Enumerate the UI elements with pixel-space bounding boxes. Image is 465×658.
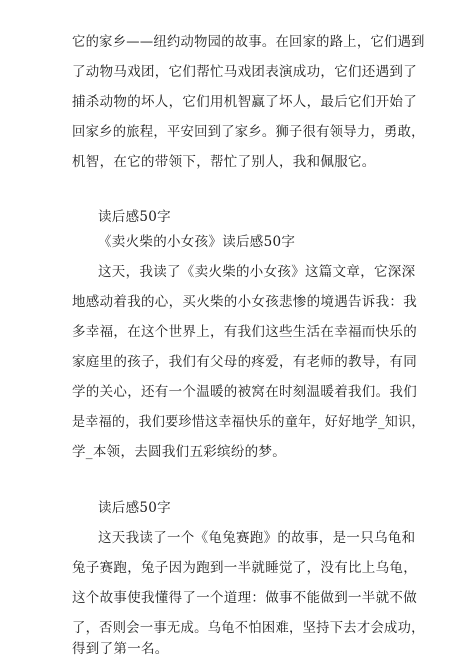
paragraph-line: 捕杀动物的坏人，它们用机智赢了坏人，最后它们开始了 xyxy=(72,94,417,110)
paragraph-line: 地感动着我的心，买火柴的小女孩悲惨的境遇告诉我：我 xyxy=(72,294,417,310)
paragraph-line: 这个故事使我懂得了一个道理：做事不能做到一半就不做 xyxy=(72,590,417,606)
paragraph-line: 得到了第一名。 xyxy=(72,641,169,657)
paragraph-line: 学_本领，去圆我们五彩缤纷的梦。 xyxy=(72,444,287,460)
paragraph-line: 兔子赛跑，兔子因为跑到一半就睡觉了，没有比上乌龟， xyxy=(72,560,417,576)
paragraph-line: 家庭里的孩子，我们有父母的疼爱，有老师的教导，有同 xyxy=(72,354,417,370)
paragraph-line: 了，否则会一事无成。乌龟不怕困难，坚持下去才会成功， xyxy=(72,620,425,636)
section-heading: 读后感50字 xyxy=(98,209,171,225)
paragraph-line: 这天，我读了《卖火柴的小女孩》这篇文章，它深深 xyxy=(98,264,416,280)
section-subheading: 《卖火柴的小女孩》读后感50字 xyxy=(98,234,296,250)
paragraph-line: 机智，在它的带领下，帮忙了别人，我和佩服它。 xyxy=(72,154,376,170)
paragraph-line: 了动物马戏团，它们帮忙马戏团表演成功，它们还遇到了 xyxy=(72,64,417,80)
paragraph-line: 是幸福的，我们要珍惜这幸福快乐的童年，好好地学_知识， xyxy=(72,414,425,430)
paragraph-line: 回家乡的旅程，平安回到了家乡。狮子很有领导力，勇敢， xyxy=(72,124,425,140)
section-heading: 读后感50字 xyxy=(98,500,171,516)
paragraph-line: 学的关心，还有一个温暖的被窝在时刻温暖着我们。我们 xyxy=(72,384,417,400)
paragraph-line: 多幸福，在这个世界上，有我们这些生活在幸福而快乐的 xyxy=(72,324,417,340)
paragraph-line: 这天我读了一个《龟兔赛跑》的故事，是一只乌龟和 xyxy=(98,530,416,546)
paragraph-line: 它的家乡——纽约动物园的故事。在回家的路上，它们遇到 xyxy=(72,34,425,50)
